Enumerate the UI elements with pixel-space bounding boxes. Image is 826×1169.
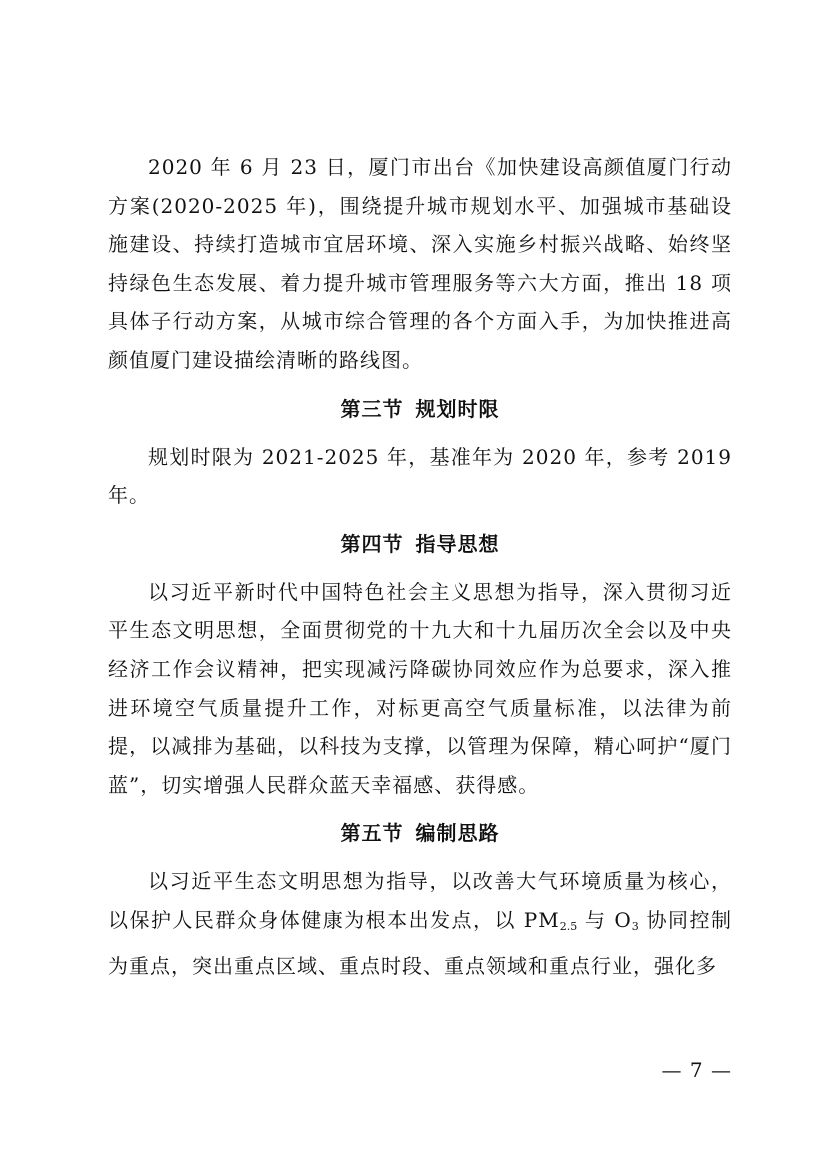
section-heading-guiding-ideology	[108, 515, 732, 573]
pm25-subscript: 2.5	[559, 919, 578, 933]
section-number: 第三节	[340, 396, 404, 421]
section-heading-planning-period	[108, 380, 732, 438]
section-number: 第四节	[340, 531, 404, 556]
section-title: 规划时限	[415, 396, 500, 421]
paragraph-compilation-approach	[108, 862, 732, 985]
ozone-subscript: 3	[631, 919, 639, 933]
section-heading-compilation-approach	[108, 804, 732, 862]
section-title: 编制思路	[415, 821, 500, 846]
section-title: 指导思想	[415, 531, 500, 556]
section-number: 第五节	[340, 821, 404, 846]
paragraph-guiding-ideology: 以习近平新时代中国特色社会主义思想为指导，深入贯彻习近平生态文明思想，全面贯彻党的十九大和十九届历次全会以及中央经济工作会议精神，把实现减污降碳协同效应作为总要求，深入推进环境空气质量提升工作，对标更高空气质量标准，以法律为前提，以减排为基础，以科技为支撑，以管理为保障，精心呵护“厦门蓝”，切实增强人民群众蓝天幸福感、获得感。	[108, 579, 732, 797]
paragraph-text: 以习近平生态文明思想为指导，以改善大气环境质量为核心，以保护人民群众身体健康为根本出发点，以 PM	[108, 869, 732, 932]
paragraph-text: 与 O	[577, 907, 632, 932]
document-body	[108, 148, 732, 985]
paragraph-action-plan: 2020 年 6 月 23 日，厦门市出台《加快建设高颜值厦门行动方案(2020-2025 年)，围绕提升城市规划水平、加强城市基础设施建设、持续打造城市宜居环境、深入实施乡村振兴战略、始终坚持绿色生态发展、着力提升城市管理服务等六大方面，推出 18 项具体子行动方案，从城市综合管理的各个方面入手，为加快推进高颜值厦门建设描绘清晰的路线图。	[108, 155, 732, 372]
paragraph-text: 协同控制为重点，突出重点区域、重点时段、重点领域和重点行业，强化多	[108, 907, 732, 978]
page-number: — 7 —	[661, 1058, 732, 1082]
paragraph-planning-period: 规划时限为 2021-2025 年，基准年为 2020 年，参考 2019 年。	[108, 444, 732, 508]
